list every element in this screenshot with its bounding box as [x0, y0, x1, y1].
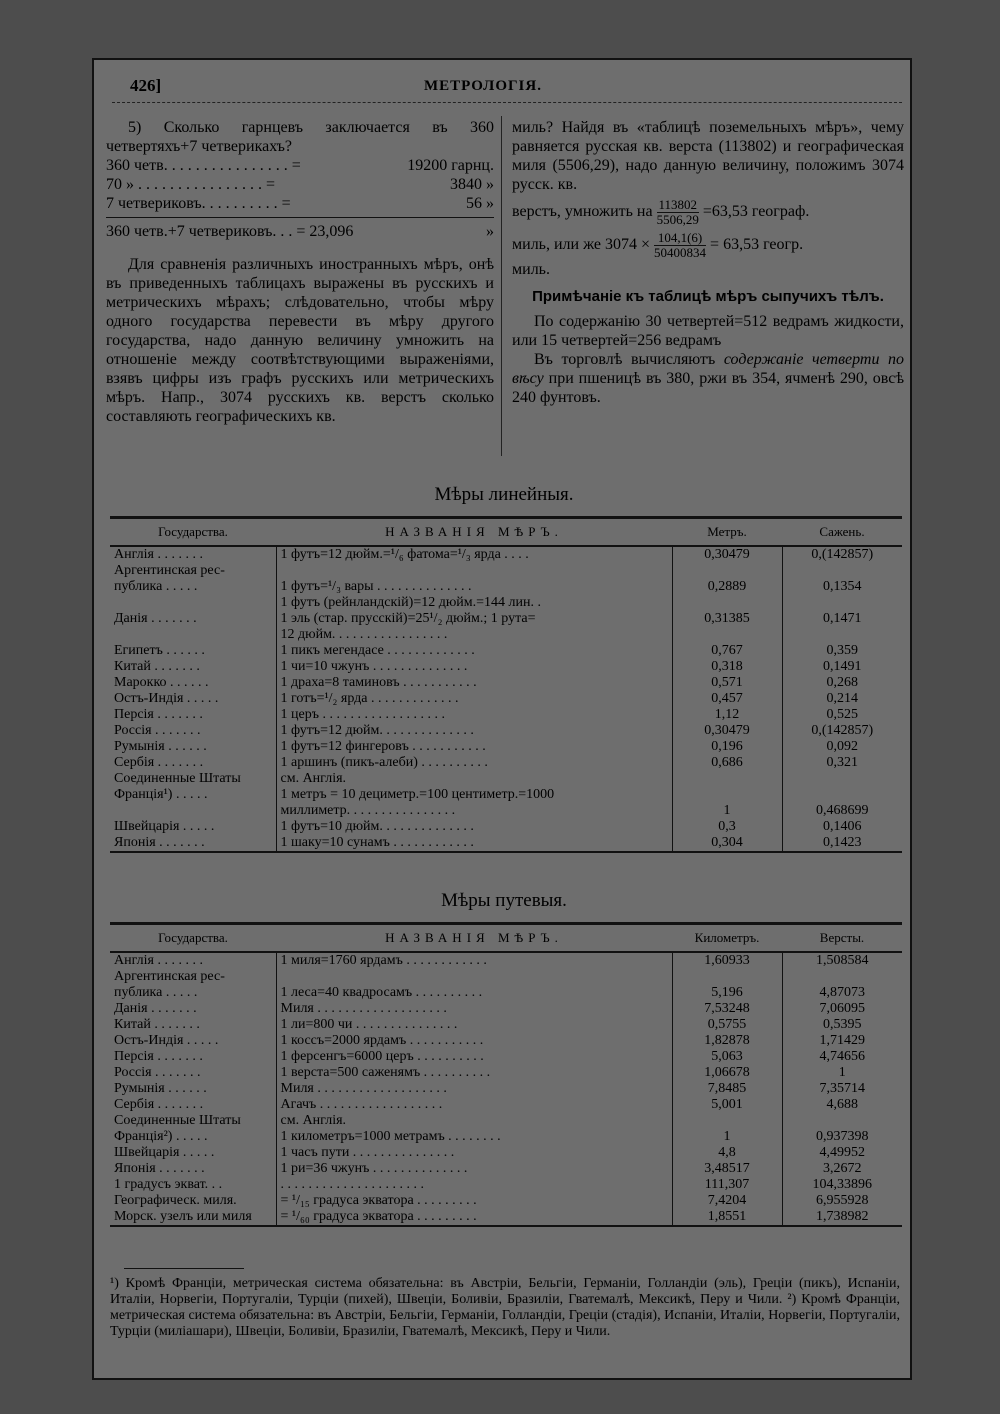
value-cell: 4,87073: [819, 985, 865, 1000]
footnote: ¹) Кромѣ Франціи, метрическая система обязательна: въ Австріи, Бельгіи, Германіи, Голландіи (эль), Греціи (пикъ), Испаніи, Италіи, Норвегіи, Португаліи, Турціи (пихей), Швеціи, Боливіи, Бразиліи, Гватемалѣ, Мексикѣ, Перу и Чили. ²) Кромѣ Франціи, метрическая система обязательна: въ Австріи, Бельгіи, Германіи, Голландіи, Греціи (стадія), Испаніи, Италіи, Норвегіи, Португаліи, Турціи (миліашари), Швеціи, Боливіи, Бразиліи, Гватемалѣ, Мексикѣ, Перу и Чили.: [110, 1276, 900, 1339]
value-cell: [672, 595, 782, 611]
measure-cell: 1 метръ = 10 дециметр.=100 центиметр.=1000: [276, 787, 672, 803]
table-row: [110, 1097, 902, 1113]
table-row: [110, 723, 902, 739]
measure-cell: 1 футъ=12 фингеровъ . . . . . . . . . . .: [276, 739, 672, 755]
value-cell: 4,8: [672, 1145, 782, 1161]
value-cell: [782, 627, 902, 643]
value-cell: 7,4204: [672, 1193, 782, 1209]
value-cell: 1: [672, 1129, 782, 1145]
measure-cell: . . . . . . . . . . . . . . . . . . . . .: [276, 1177, 672, 1193]
country-cell: Японія . . . . . . .: [110, 1161, 276, 1177]
value-cell: 6,955928: [816, 1193, 869, 1208]
page-number: 426]: [130, 76, 162, 95]
measure-cell: 1 футъ (рейнландскій)=12 дюйм.=144 лин. .: [276, 595, 672, 611]
value-cell: 0,31385: [672, 611, 782, 627]
col-header-sazhen: Сажень.: [782, 518, 902, 547]
table-row: [110, 579, 902, 595]
col-header-versta: Версты.: [782, 924, 902, 953]
value-cell: 0,30479: [672, 546, 782, 563]
value-cell: 0,571: [672, 675, 782, 691]
value-cell: 0,1491: [823, 659, 862, 674]
country-cell: Марокко . . . . . .: [110, 675, 276, 691]
table-row: [110, 675, 902, 691]
table-row: [110, 627, 902, 643]
value-cell: 0,(142857): [811, 547, 874, 562]
country-cell: [110, 627, 276, 643]
note-title: Примѣчаніе къ таблицѣ мѣръ сыпучихъ тѣлъ.: [532, 288, 884, 305]
measure-cell: 1 километръ=1000 метрамъ . . . . . . . .: [276, 1129, 672, 1145]
col-header-country: Государства.: [110, 924, 276, 953]
calc-row: 7 четвериковъ. . . . . . . . . . = 56 »: [106, 195, 494, 212]
country-cell: [110, 595, 276, 611]
table-row: [110, 1049, 902, 1065]
col-header-km: Километръ.: [672, 924, 782, 953]
value-cell: [782, 563, 902, 579]
value-cell: 4,688: [826, 1097, 858, 1112]
value-cell: 0,1423: [782, 835, 902, 852]
value-cell: 0,1354: [823, 579, 862, 594]
country-cell: Россія . . . . . . .: [110, 1065, 276, 1081]
measure-cell: = ¹/₁₅ градуса экватора . . . . . . . . .: [276, 1193, 672, 1209]
table-row: [110, 546, 902, 563]
country-cell: Китай . . . . . . .: [110, 659, 276, 675]
table-row: [110, 1033, 902, 1049]
table-row: [110, 1065, 902, 1081]
value-cell: [782, 1113, 902, 1129]
measure-cell: 1 футъ=12 дюйм.=¹/₆ фатома=¹/₃ ярда . . . .: [276, 546, 672, 563]
country-cell: Данія . . . . . . .: [110, 611, 276, 627]
road-measures-title: Мѣры путевыя.: [441, 890, 567, 911]
measure-cell: 1 часъ пути . . . . . . . . . . . . . . .: [276, 1145, 672, 1161]
measure-cell: 1 готъ=¹/₂ ярда . . . . . . . . . . . . .: [276, 691, 672, 707]
table-row: [110, 707, 902, 723]
table-row: [110, 1145, 902, 1161]
measure-cell: 1 ри=36 чжунъ . . . . . . . . . . . . . .: [276, 1161, 672, 1177]
country-cell: Остъ-Индія . . . . .: [110, 1033, 276, 1049]
value-cell: 4,74656: [819, 1049, 865, 1064]
measure-cell: [276, 969, 672, 985]
value-cell: [672, 787, 782, 803]
country-cell: Египетъ . . . . . .: [110, 643, 276, 659]
value-cell: 1,738982: [782, 1209, 902, 1226]
country-cell: Франція¹) . . . . .: [110, 787, 276, 803]
measure-cell: 1 церъ . . . . . . . . . . . . . . . . . .: [276, 707, 672, 723]
note-paragraph-2: Въ торговлѣ вычисляютъ содержаніе четверти по вѣсу при пшеницѣ въ 380, ржи въ 354, ячменѣ 290, овсѣ 240 фунтовъ.: [512, 351, 904, 406]
country-cell: Швейцарія . . . . .: [110, 1145, 276, 1161]
value-cell: 0,468699: [816, 803, 869, 818]
value-cell: 0,304: [672, 835, 782, 852]
measure-cell: 1 шаку=10 сунамъ . . . . . . . . . . . .: [276, 835, 672, 852]
comparison-paragraph: Для сравненія различныхъ иностранныхъ мѣръ, онѣ въ приведенныхъ таблицахъ выражены въ русскихъ и метрическихъ мѣрахъ; слѣдовательно, чтобы мѣру одного государства перевести въ мѣру другого государства, надо данную величину умножить на отношеніе между соотвѣтствующими выраженіями, взявъ цифры изъ графъ русскихъ или метрическихъ мѣръ. Напр., 3074 русскихъ кв. верстъ сколько составляють географическихъ кв.: [106, 256, 494, 425]
measure-cell: см. Англія.: [276, 771, 672, 787]
value-cell: 0,937398: [816, 1129, 869, 1144]
value-cell: 0,5755: [672, 1017, 782, 1033]
measure-cell: миллиметр. . . . . . . . . . . . . . . .: [276, 803, 672, 819]
country-cell: Аргентинская рес-: [110, 969, 276, 985]
value-cell: 0,767: [672, 643, 782, 659]
country-cell: Соединенные Штаты: [110, 771, 276, 787]
measure-cell: Миля . . . . . . . . . . . . . . . . . . .: [276, 1001, 672, 1017]
linear-measures-title: Мѣры линейныя.: [434, 484, 574, 505]
value-cell: 0,2889: [672, 579, 782, 595]
measure-cell: = ¹/₆₀ градуса экватора . . . . . . . . .: [276, 1209, 672, 1226]
country-cell: Румынія . . . . . .: [110, 1081, 276, 1097]
country-cell: Швейцарія . . . . .: [110, 819, 276, 835]
value-cell: 0,318: [672, 659, 782, 675]
value-cell: [782, 787, 902, 803]
value-cell: 0,5395: [823, 1017, 862, 1032]
table-row: [110, 563, 902, 579]
measure-cell: 12 дюйм. . . . . . . . . . . . . . . . .: [276, 627, 672, 643]
value-cell: 111,307: [672, 1177, 782, 1193]
table-row: [110, 611, 902, 627]
formula-tail: миль.: [512, 261, 550, 278]
table-row: [110, 985, 902, 1001]
measure-cell: 1 эль (стар. прусскій)=25¹/₂ дюйм.; 1 рута=: [276, 611, 672, 627]
country-cell: Сербія . . . . . . .: [110, 1097, 276, 1113]
value-cell: 0,457: [672, 691, 782, 707]
value-cell: 0,1471: [823, 611, 862, 626]
value-cell: [672, 627, 782, 643]
table-row: [110, 755, 902, 771]
value-cell: 0,268: [826, 675, 858, 690]
measure-cell: см. Англія.: [276, 1113, 672, 1129]
value-cell: 7,35714: [819, 1081, 865, 1096]
value-cell: 1,71429: [819, 1033, 865, 1048]
value-cell: 3,48517: [672, 1161, 782, 1177]
table-row: [110, 819, 902, 835]
calc-row: 70 » . . . . . . . . . . . . . . . . = 3840 »: [106, 176, 494, 193]
value-cell: 1: [672, 803, 782, 819]
measure-cell: Агачъ . . . . . . . . . . . . . . . . . .: [276, 1097, 672, 1113]
value-cell: 0,092: [826, 739, 858, 754]
value-cell: [672, 771, 782, 787]
measure-cell: [276, 563, 672, 579]
country-cell: Китай . . . . . . .: [110, 1017, 276, 1033]
measure-cell: 1 пикъ мегендасе . . . . . . . . . . . . .: [276, 643, 672, 659]
country-cell: Англія . . . . . . .: [110, 546, 276, 563]
right-column: [512, 118, 904, 407]
country-cell: Данія . . . . . . .: [110, 1001, 276, 1017]
measure-cell: 1 ферсенгъ=6000 церъ . . . . . . . . . .: [276, 1049, 672, 1065]
measure-cell: 1 драха=8 таминовъ . . . . . . . . . . .: [276, 675, 672, 691]
table-row: [110, 1113, 902, 1129]
linear-measures-table: [110, 516, 902, 853]
country-cell: публика . . . . .: [110, 579, 276, 595]
table-row: [110, 1177, 902, 1193]
country-cell: Россія . . . . . . .: [110, 723, 276, 739]
value-cell: [782, 969, 902, 985]
col-header-measure: НАЗВАНІЯ МѢРЪ.: [276, 518, 672, 547]
country-cell: Соединенные Штаты: [110, 1113, 276, 1129]
problem-text: 5) Сколько гарнцевъ заключается въ 360 четвертяхъ+7 четверикахъ?: [106, 119, 494, 155]
country-cell: Румынія . . . . . .: [110, 739, 276, 755]
book-page: [92, 58, 912, 1380]
value-cell: 1: [838, 1065, 846, 1080]
fraction-2: $\frac{104,1(6)}{50400834}$: [654, 230, 707, 260]
value-cell: 5,001: [672, 1097, 782, 1113]
country-cell: Морск. узелъ или миля: [110, 1209, 276, 1226]
example-paragraph: миль? Найдя въ «таблицѣ поземельныхъ мѣръ», чему равняется русская кв. верста (113802) и географическая миля (5506,29), надо данную величину, положимъ 3074 русск. кв.: [512, 119, 904, 193]
country-cell: Сербія . . . . . . .: [110, 755, 276, 771]
value-cell: [672, 969, 782, 985]
formula-line-1: верстъ, умножить на $\frac{113802}{5506,29}$ =63,53 географ.: [512, 197, 810, 227]
table-row: [110, 1017, 902, 1033]
calc-total: 360 четв.+7 четвериковъ. . . = 23,096 »: [106, 223, 494, 240]
value-cell: 0,686: [672, 755, 782, 771]
country-cell: Англія . . . . . . .: [110, 952, 276, 969]
country-cell: Персія . . . . . . .: [110, 707, 276, 723]
country-cell: Франція²) . . . . .: [110, 1129, 276, 1145]
value-cell: 1,82878: [672, 1033, 782, 1049]
table-row: [110, 1193, 902, 1209]
table-row: [110, 835, 902, 852]
footnote-rule: [124, 1268, 244, 1269]
measure-cell: 1 верста=500 саженямъ . . . . . . . . . .: [276, 1065, 672, 1081]
header-rule: [112, 102, 902, 111]
value-cell: 7,8485: [672, 1081, 782, 1097]
measure-cell: 1 аршинъ (пикъ-алеби) . . . . . . . . . .: [276, 755, 672, 771]
table-row: [110, 691, 902, 707]
country-cell: Остъ-Индія . . . . .: [110, 691, 276, 707]
col-header-country: Государства.: [110, 518, 276, 547]
page-title: МЕТРОЛОГІЯ.: [424, 78, 542, 94]
table-row: [110, 595, 902, 611]
country-cell: Персія . . . . . . .: [110, 1049, 276, 1065]
value-cell: [782, 771, 902, 787]
measure-cell: 1 леса=40 квадросамъ . . . . . . . . . .: [276, 985, 672, 1001]
value-cell: 7,53248: [672, 1001, 782, 1017]
value-cell: 0,321: [826, 755, 858, 770]
value-cell: 5,063: [672, 1049, 782, 1065]
value-cell: 0,525: [826, 707, 858, 722]
road-measures-table: [110, 922, 902, 1227]
left-column: [106, 118, 494, 426]
table-row: [110, 659, 902, 675]
value-cell: 7,06095: [819, 1001, 865, 1016]
value-cell: 1,06678: [672, 1065, 782, 1081]
value-cell: 0,(142857): [811, 723, 874, 738]
measure-cell: 1 футъ=12 дюйм. . . . . . . . . . . . . .: [276, 723, 672, 739]
value-cell: 104,33896: [812, 1177, 872, 1192]
table-row: [110, 969, 902, 985]
value-cell: 5,196: [672, 985, 782, 1001]
table-row: [110, 1209, 902, 1226]
measure-cell: Миля . . . . . . . . . . . . . . . . . . .: [276, 1081, 672, 1097]
value-cell: 0,1406: [823, 819, 862, 834]
table-row: [110, 952, 902, 969]
value-cell: 0,196: [672, 739, 782, 755]
value-cell: [672, 1113, 782, 1129]
country-cell: [110, 803, 276, 819]
value-cell: 0,30479: [672, 723, 782, 739]
table-row: [110, 1129, 902, 1145]
measure-cell: 1 чи=10 чжунъ . . . . . . . . . . . . . .: [276, 659, 672, 675]
table-row: [110, 739, 902, 755]
table-row: [110, 1081, 902, 1097]
formula-line-2: миль, или же 3074 × $\frac{104,1(6)}{50400834}$ = 63,53 геогр.: [512, 230, 804, 260]
value-cell: 1,60933: [672, 952, 782, 969]
value-cell: 0,359: [826, 643, 858, 658]
note-paragraph-1: По содержанію 30 четвертей=512 ведрамъ жидкости, или 15 четвертей=256 ведрамъ: [512, 313, 904, 349]
measure-cell: 1 ли=800 чи . . . . . . . . . . . . . . .: [276, 1017, 672, 1033]
country-cell: Аргентинская рес-: [110, 563, 276, 579]
measure-cell: 1 футъ=¹/₃ вары . . . . . . . . . . . . . .: [276, 579, 672, 595]
value-cell: 0,3: [672, 819, 782, 835]
country-cell: Японія . . . . . . .: [110, 835, 276, 852]
sum-rule: [106, 217, 494, 218]
column-divider: [501, 116, 502, 456]
table-row: [110, 1161, 902, 1177]
table-row: [110, 787, 902, 803]
table-row: [110, 1001, 902, 1017]
value-cell: 3,2672: [823, 1161, 862, 1176]
calc-row: 360 четв. . . . . . . . . . . . . . . . = 19200 гарнц.: [106, 157, 494, 174]
value-cell: 4,49952: [819, 1145, 865, 1160]
value-cell: 1,508584: [816, 953, 869, 968]
measure-cell: 1 коссъ=2000 ярдамъ . . . . . . . . . . .: [276, 1033, 672, 1049]
value-cell: [782, 595, 902, 611]
col-header-metre: Метръ.: [672, 518, 782, 547]
country-cell: Географическ. миля.: [110, 1193, 276, 1209]
value-cell: 0,214: [826, 691, 858, 706]
value-cell: 1,8551: [672, 1209, 782, 1226]
fraction-1: $\frac{113802}{5506,29}$: [656, 197, 699, 227]
col-header-measure: НАЗВАНІЯ МѢРЪ.: [276, 924, 672, 953]
table-row: [110, 803, 902, 819]
table-row: [110, 771, 902, 787]
table-row: [110, 643, 902, 659]
measure-cell: 1 миля=1760 ярдамъ . . . . . . . . . . . .: [276, 952, 672, 969]
measure-cell: 1 футъ=10 дюйм. . . . . . . . . . . . . .: [276, 819, 672, 835]
value-cell: [672, 563, 782, 579]
country-cell: 1 градусъ экват. . .: [110, 1177, 276, 1193]
country-cell: публика . . . . .: [110, 985, 276, 1001]
page-header: [124, 76, 884, 100]
value-cell: 1,12: [672, 707, 782, 723]
